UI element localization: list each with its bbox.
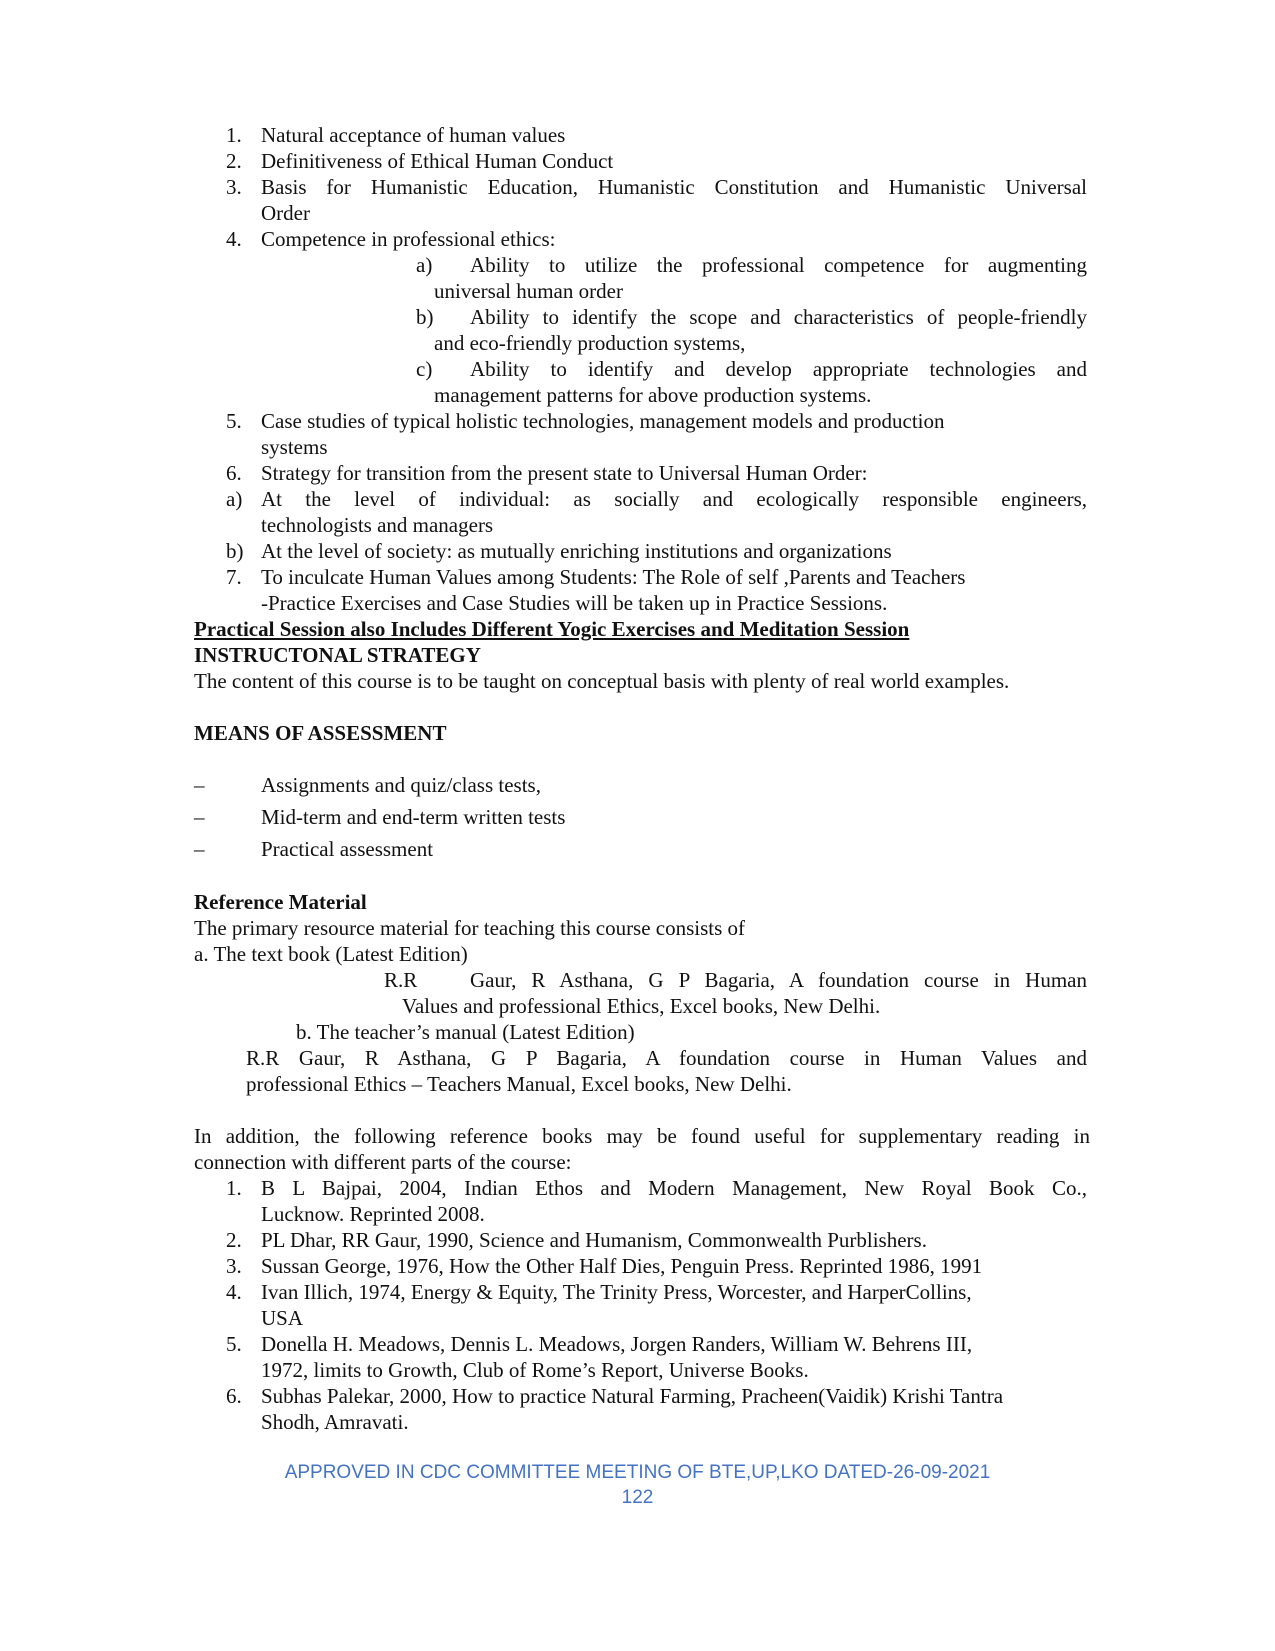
assessment-item: Assignments and quiz/class tests,	[261, 773, 541, 797]
list-marker: b)	[416, 305, 434, 329]
list-marker: 7.	[226, 565, 242, 589]
topic-7-line-1: To inculcate Human Values among Students: The Role of self ,Parents and Teachers	[261, 565, 966, 589]
practical-session-note: Practical Session also Includes Different Yogic Exercises and Meditation Session	[194, 617, 910, 641]
book-2: PL Dhar, RR Gaur, 1990, Science and Humanism, Commonwealth Purblishers.	[261, 1228, 927, 1252]
list-marker: 3.	[226, 1254, 242, 1278]
book-6-line-2: Shodh, Amravati.	[261, 1410, 409, 1434]
reference-a-book-line-1: Gaur, R Asthana, G P Bagaria, A foundation course in Human	[470, 968, 1087, 992]
list-marker: 6.	[226, 1384, 242, 1408]
approval-footer: APPROVED IN CDC COMMITTEE MEETING OF BTE,UP,LKO DATED-26-09-2021	[284, 1462, 991, 1483]
topic-2: Definitiveness of Ethical Human Conduct	[261, 149, 614, 173]
list-marker: b)	[226, 539, 244, 563]
list-marker: 3.	[226, 175, 242, 199]
book-4-line-2: USA	[261, 1306, 304, 1330]
topic-5-line-2: systems	[261, 435, 328, 459]
topic-4a-line-2: universal human order	[434, 279, 623, 303]
topic-4b-line-2: and eco-friendly production systems,	[434, 331, 746, 355]
book-5-line-1: Donella H. Meadows, Dennis L. Meadows, Jorgen Randers, William W. Behrens III,	[261, 1332, 973, 1356]
reference-a-book-author-initials: R.R	[384, 968, 418, 992]
reference-heading: Reference Material	[194, 890, 367, 914]
list-marker: 4.	[226, 227, 242, 251]
list-marker: a)	[416, 253, 433, 277]
topic-6a-line-2: technologists and managers	[261, 513, 494, 537]
assessment-item: Mid-term and end-term written tests	[261, 805, 566, 829]
topic-7-line-2: -Practice Exercises and Case Studies will be taken up in Practice Sessions.	[261, 591, 888, 615]
list-marker: 5.	[226, 1332, 242, 1356]
strategy-heading: INSTRUCTONAL STRATEGY	[194, 643, 481, 667]
list-marker: 1.	[226, 123, 242, 147]
supplementary-intro-line-2: connection with different parts of the course:	[194, 1150, 572, 1174]
page-number: 122	[621, 1487, 654, 1508]
list-marker: 4.	[226, 1280, 242, 1304]
supplementary-intro-line-1: In addition, the following reference books may be found useful for supplementary reading in	[194, 1124, 1090, 1148]
book-1-line-2: Lucknow. Reprinted 2008.	[261, 1202, 485, 1226]
topic-6: Strategy for transition from the present state to Universal Human Order:	[261, 461, 868, 485]
topic-1: Natural acceptance of human values	[261, 123, 566, 147]
list-marker: 6.	[226, 461, 242, 485]
topic-4: Competence in professional ethics:	[261, 227, 556, 251]
topic-4c-line-2: management patterns for above production systems.	[434, 383, 872, 407]
reference-a-book-line-2: Values and professional Ethics, Excel books, New Delhi.	[402, 994, 881, 1018]
book-4-line-1: Ivan Illich, 1974, Energy & Equity, The Trinity Press, Worcester, and HarperCollins,	[261, 1280, 972, 1304]
list-marker: a)	[226, 487, 243, 511]
book-3: Sussan George, 1976, How the Other Half Dies, Penguin Press. Reprinted 1986, 1991	[261, 1254, 983, 1278]
list-marker: c)	[416, 357, 433, 381]
assessment-item: Practical assessment	[261, 837, 434, 861]
dash-bullet: –	[194, 773, 205, 797]
reference-b-book-line-2: professional Ethics – Teachers Manual, Excel books, New Delhi.	[246, 1072, 792, 1096]
reference-b-label: b. The teacher’s manual (Latest Edition)	[296, 1020, 635, 1044]
list-marker: 2.	[226, 149, 242, 173]
book-6-line-1: Subhas Palekar, 2000, How to practice Natural Farming, Pracheen(Vaidik) Krishi Tantra	[261, 1384, 1004, 1408]
reference-a-label: a. The text book (Latest Edition)	[194, 942, 468, 966]
reference-b-book-line-1: R.R Gaur, R Asthana, G P Bagaria, A foundation course in Human Values and	[246, 1046, 1087, 1070]
topic-6a-line-1: At the level of individual: as socially and ecologically responsible engineers,	[261, 487, 1087, 511]
topic-6b: At the level of society: as mutually enriching institutions and organizations	[261, 539, 892, 563]
topic-4c-line-1: Ability to identify and develop appropriate technologies and	[470, 357, 1087, 381]
book-1-line-1: B L Bajpai, 2004, Indian Ethos and Modern Management, New Royal Book Co.,	[261, 1176, 1087, 1200]
topic-4b-line-1: Ability to identify the scope and characteristics of people-friendly	[470, 305, 1087, 329]
topic-4a-line-1: Ability to utilize the professional competence for augmenting	[470, 253, 1087, 277]
topic-5-line-1: Case studies of typical holistic technologies, management models and production	[261, 409, 945, 433]
strategy-text: The content of this course is to be taught on conceptual basis with plenty of real world examples.	[194, 669, 1010, 693]
assessment-heading: MEANS OF ASSESSMENT	[194, 721, 447, 745]
list-marker: 2.	[226, 1228, 242, 1252]
topic-3-line-2: Order	[261, 201, 310, 225]
dash-bullet: –	[194, 805, 205, 829]
dash-bullet: –	[194, 837, 205, 861]
reference-intro: The primary resource material for teaching this course consists of	[194, 916, 746, 940]
list-marker: 1.	[226, 1176, 242, 1200]
book-5-line-2: 1972, limits to Growth, Club of Rome’s Report, Universe Books.	[261, 1358, 809, 1382]
list-marker: 5.	[226, 409, 242, 433]
topic-3-line-1: Basis for Humanistic Education, Humanistic Constitution and Humanistic Universal	[261, 175, 1087, 199]
